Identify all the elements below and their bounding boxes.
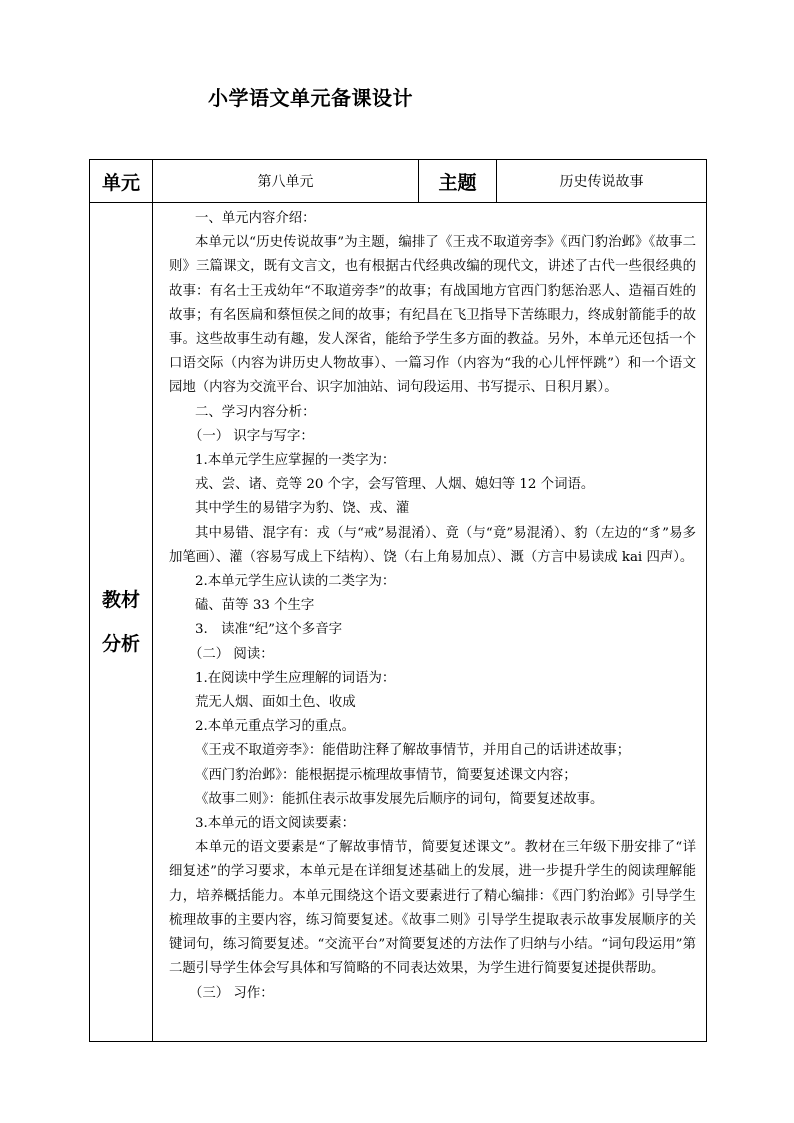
content-body	[153, 203, 706, 1006]
content-paragraph: 本单元以“历史传说故事”为主题，编排了《王戎不取道旁李》《西门豹治邺》《故事二则》三篇课文，既有文言文，也有根据古代经典改编的现代文，讲述了古代一些很经典的故事：有名士王戎幼年“不取道旁李”的故事；有战国地方官西门豹惩治恶人、造福百姓的故事；有名医扁和蔡恒侯之间的故事；有纪昌在飞卫指导下苦练眼力，终成射箭能手的故事。这些故事生动有趣，发人深省，能给予学生多方面的教益。另外，本单元还包括一个口语交际（内容为讲历史人物故事）、一篇习作（内容为“我的心儿怦怦跳”）和一个语文园地（内容为交流平台、识字加油站、词句段运用、书写提示、日积月累）。	[169, 235, 696, 396]
content-paragraph: 其中易错、混字有：戎（与“戒”易混淆）、竟（与“竟”易混淆）、豹（左边的“豸”易多加笔画）、灌（容易写成上下结构）、饶（右上角易加点）、溉（方言中易读成 kai 四声）。	[169, 525, 696, 565]
content-paragraph: 《故事二则》：能抓住表示故事发展先后顺序的词句，简要复述故事。	[195, 791, 604, 807]
content-paragraph: （二） 阅读：	[189, 646, 274, 662]
content-paragraph: 《西门豹治邺》：能根据提示梳理故事情节，简要复述课文内容；	[195, 767, 577, 783]
content-paragraph: 二、学习内容分析：	[195, 404, 316, 420]
content-paragraph: （三） 习作：	[189, 985, 274, 1001]
content-row	[90, 203, 707, 1042]
section-label	[90, 203, 153, 1042]
theme-value: 历史传说故事	[497, 160, 707, 203]
content-paragraph: 本单元的语文要素是“了解故事情节，简要复述课文”。教材在三年级下册安排了“详细复述”的学习要求，本单元是在详细复述基础上的发展，进一步提升学生的阅读理解能力，培养概括能力。本单元围绕这个语文要素进行了精心编排：《西门豹治邺》引导学生梳理故事的主要内容，练习简要复述。《故事二则》引导学生提取表示故事发展顺序的关键词句，练习简要复述。“交流平台”对简要复述的方法作了归纳与小结。“词句段运用”第二题引导学生体会写具体和写简略的不同表达效果，为学生进行简要复述提供帮助。	[169, 840, 696, 977]
content-paragraph: 一、单元内容介绍：	[195, 211, 316, 226]
content-paragraph: 1.在阅读中学生应理解的词语为：	[195, 670, 396, 686]
content-paragraph: （一） 识字与写字：	[189, 428, 314, 444]
content-paragraph: 戎、尝、诸、竞等 20 个字，会写管理、人烟、媳妇等 12 个词语。	[195, 477, 595, 493]
content-cell	[153, 203, 707, 1042]
content-paragraph: 其中学生的易错字为豹、饶、戎、灌	[195, 501, 410, 517]
content-paragraph: 3.本单元的语文阅读要素：	[195, 816, 356, 832]
header-row	[90, 160, 707, 203]
unit-value: 第八单元	[153, 160, 419, 203]
theme-label: 主题	[419, 160, 497, 203]
content-paragraph: 2.本单元学生应认读的二类字为：	[195, 574, 396, 590]
content-paragraph: 《王戎不取道旁李》：能借助注释了解故事情节，并用自己的话讲述故事；	[195, 743, 631, 759]
page-title: 小学语文单元备课设计	[208, 86, 413, 110]
content-paragraph: 磕、苗等 33 个生字	[195, 598, 315, 614]
section-label-line1: 教材	[101, 589, 140, 611]
content-paragraph: 荒无人烟、面如土色、收成	[195, 695, 356, 711]
content-paragraph: 2.本单元重点学习的重点。	[195, 719, 356, 735]
content-paragraph: 1.本单元学生应掌握的一类字为：	[195, 453, 396, 469]
unit-label: 单元	[90, 160, 153, 203]
section-label-line2: 分析	[101, 633, 140, 655]
lesson-plan-table	[89, 159, 707, 1042]
content-paragraph: 3. 读准“纪”这个多音字	[195, 622, 342, 638]
